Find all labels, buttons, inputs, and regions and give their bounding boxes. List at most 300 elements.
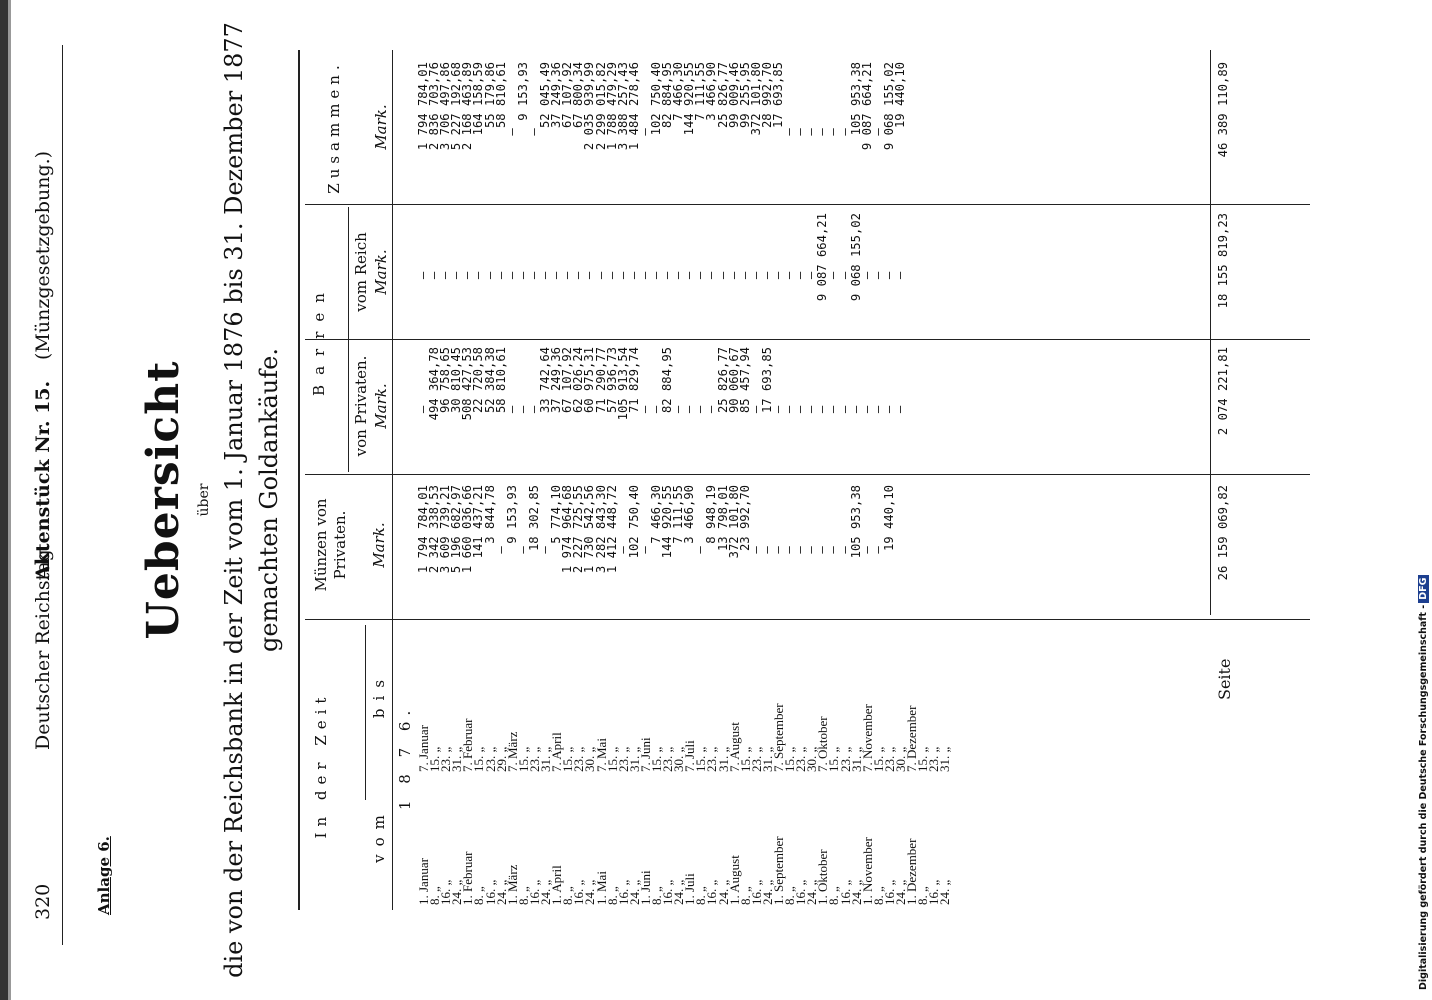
bars-private-cell: — bbox=[859, 405, 874, 414]
date-to-cell: 30. „ bbox=[671, 746, 687, 772]
coins-cell: 2 227 725,55 bbox=[571, 485, 586, 574]
coins-cell: — bbox=[804, 546, 819, 554]
coins-cell: — bbox=[515, 546, 530, 554]
date-from-cell: 16. „ bbox=[660, 879, 676, 905]
bars-reich-cell: — bbox=[660, 271, 675, 280]
table-head-rule bbox=[392, 50, 393, 910]
sum-rule bbox=[1210, 50, 1211, 615]
total-cell: — bbox=[637, 128, 652, 136]
date-from-cell: 24. „ bbox=[804, 879, 820, 905]
coins-cell: — bbox=[759, 546, 774, 554]
coins-cell: 8 948,19 bbox=[704, 485, 719, 544]
bars-reich-cell: — bbox=[471, 271, 486, 280]
annex-label: Anlage 6. bbox=[95, 836, 113, 915]
date-from-cell: 1. Juli bbox=[682, 873, 698, 905]
sum-bars-private: 2 074 221,81 bbox=[1216, 347, 1230, 436]
coins-cell: — bbox=[493, 546, 508, 554]
coins-column bbox=[418, 485, 906, 615]
bars-private-cell: — bbox=[416, 405, 430, 414]
date-to-cell: 15. „ bbox=[515, 746, 531, 772]
coins-cell: — bbox=[615, 546, 630, 554]
col-total: Zusammen. bbox=[325, 60, 343, 194]
date-from-cell: 1. Oktober bbox=[815, 849, 831, 905]
date-from-cell: 24. „ bbox=[848, 879, 864, 905]
coins-cell: — bbox=[859, 546, 874, 554]
date-to-cell: 7. November bbox=[859, 704, 875, 772]
col-period: In der Zeit bbox=[312, 691, 330, 839]
total-cell: — bbox=[526, 128, 541, 136]
total-cell: 2 299 015,82 bbox=[593, 62, 608, 151]
date-from-cell: 24. „ bbox=[759, 879, 775, 905]
bars-reich-cell: 9 068 155,02 bbox=[848, 213, 863, 302]
bars-private-cell: — bbox=[848, 405, 863, 414]
bars-private-cell: — bbox=[682, 405, 697, 414]
date-to-cell: 31. „ bbox=[449, 746, 465, 772]
coins-cell: 102 750,40 bbox=[626, 485, 641, 559]
dfg-logo: DFG bbox=[1418, 575, 1429, 603]
date-to-cell: 31. „ bbox=[626, 746, 642, 772]
date-to-cell: 30. „ bbox=[893, 746, 909, 772]
coins-cell: 2 342 338,53 bbox=[427, 485, 442, 574]
date-to-cell: 31. „ bbox=[759, 746, 775, 772]
total-cell: 17 693,85 bbox=[771, 62, 785, 129]
date-to-cell: 23. „ bbox=[571, 746, 587, 772]
date-to-cell: 23. „ bbox=[704, 746, 720, 772]
date-from-cell: 24. „ bbox=[937, 879, 953, 905]
total-cell: — bbox=[504, 128, 519, 136]
subtitle-line-1: die von der Reichsbank in der Zeit vom 1. Januar 1876 bis 31. Dezember 1877 bbox=[220, 22, 248, 978]
coins-cell: 1 412 448,72 bbox=[604, 485, 619, 574]
date-from-cell: 24. „ bbox=[449, 879, 465, 905]
date-from-cell: 1. Januar bbox=[416, 858, 431, 905]
bars-reich-cell: 9 087 664,21 bbox=[815, 213, 830, 302]
bars-reich-cell: — bbox=[427, 271, 442, 280]
total-cell: 3 706 497,86 bbox=[438, 62, 453, 151]
bars-reich-cell: — bbox=[438, 271, 453, 280]
coins-cell: — bbox=[538, 546, 553, 554]
coins-cell: — bbox=[637, 546, 652, 554]
coins-cell: 3 466,90 bbox=[682, 485, 697, 544]
total-cell: — bbox=[782, 128, 797, 136]
bars-reich-cell: — bbox=[759, 271, 774, 280]
date-to-cell: 30. „ bbox=[804, 746, 820, 772]
date-from-cell: 24. „ bbox=[715, 879, 731, 905]
date-to-cell: 7. Januar bbox=[416, 725, 431, 772]
date-from-cell: 16. „ bbox=[571, 879, 587, 905]
col-to: bis bbox=[370, 671, 388, 719]
date-to-cell: 7. Juni bbox=[637, 737, 653, 772]
totals-column bbox=[418, 62, 906, 202]
date-to-cell: 23. „ bbox=[526, 746, 542, 772]
coins-cell bbox=[895, 485, 906, 615]
bars-private-cell: — bbox=[526, 405, 541, 414]
header-right: (Münzgesetzgebung.) bbox=[32, 150, 54, 360]
total-cell: 164 158,59 bbox=[471, 62, 486, 136]
total-cell: 2 836 703,76 bbox=[427, 62, 442, 151]
bars-reich-cell: — bbox=[782, 271, 797, 280]
bars-private-cell: — bbox=[637, 405, 652, 414]
total-cell: 55 179,86 bbox=[482, 62, 497, 129]
date-from-cell: 8. „ bbox=[782, 886, 798, 905]
bars-reich-column bbox=[418, 213, 906, 338]
subtitle-line-2: gemachten Goldankäufe. bbox=[255, 348, 283, 652]
date-to-cell: 15. „ bbox=[693, 746, 709, 772]
bars-private-cell: — bbox=[826, 405, 841, 414]
bars-reich-cell: — bbox=[538, 271, 553, 280]
coins-cell: — bbox=[771, 546, 785, 554]
total-cell: 99 255,95 bbox=[737, 62, 752, 129]
bars-private-cell: 85 457,94 bbox=[737, 347, 752, 414]
total-cell: 52 045,49 bbox=[538, 62, 553, 129]
bars-private-cell: 37 249,36 bbox=[549, 347, 564, 414]
date-from-cell: 8. „ bbox=[870, 886, 886, 905]
header-rule bbox=[62, 45, 63, 945]
date-from-cell: 16. „ bbox=[748, 879, 764, 905]
header-center: Aktenstück Nr. 15. bbox=[32, 380, 54, 580]
total-cell: 3 466,90 bbox=[704, 62, 719, 121]
date-to-cell: 23. „ bbox=[660, 746, 676, 772]
bars-private-cell: — bbox=[804, 405, 819, 414]
total-cell: 9 068 155,02 bbox=[881, 62, 896, 151]
date-to-cell: 15. „ bbox=[648, 746, 664, 772]
date-to-cell: 15. „ bbox=[782, 746, 798, 772]
date-from-cell: 16. „ bbox=[837, 879, 853, 905]
date-from-cell: 8. „ bbox=[560, 886, 576, 905]
date-to-cell: 23. „ bbox=[793, 746, 809, 772]
bars-reich-cell: — bbox=[626, 271, 641, 280]
coins-cell: 7 111,55 bbox=[671, 485, 686, 544]
date-to-cell: 23. „ bbox=[748, 746, 764, 772]
total-cell: 102 750,40 bbox=[648, 62, 663, 136]
col-divider-1 bbox=[305, 619, 1310, 620]
credit-text: Digitalisierung gefördert durch die Deutsche Forschungsgemeinschaft - bbox=[1418, 604, 1429, 990]
bars-private-cell: 22 720,58 bbox=[471, 347, 486, 414]
date-from-cell: 8. „ bbox=[515, 886, 531, 905]
total-cell: 28 992,70 bbox=[759, 62, 774, 129]
date-to-cell: 15. „ bbox=[870, 746, 886, 772]
bars-private-cell: 57 936,73 bbox=[604, 347, 619, 414]
total-cell: — bbox=[804, 128, 819, 136]
date-to-cell: 7. Mai bbox=[593, 738, 609, 772]
bars-private-cell: 71 290,77 bbox=[593, 347, 608, 414]
date-from-cell: 16. „ bbox=[438, 879, 454, 905]
date-from-cell: 16. „ bbox=[526, 879, 542, 905]
coins-cell: — bbox=[826, 546, 841, 554]
date-to-cell: 15. „ bbox=[737, 746, 753, 772]
bars-reich-cell: — bbox=[526, 271, 541, 280]
coins-cell: 3 282 843,30 bbox=[593, 485, 608, 574]
bars-private-cell: 52 384,38 bbox=[482, 347, 497, 414]
bars-reich-cell: — bbox=[416, 271, 430, 280]
total-cell: 9 153,93 bbox=[515, 62, 530, 121]
bars-private-cell: 17 693,85 bbox=[759, 347, 774, 414]
col-divider-2 bbox=[305, 474, 1310, 475]
bars-reich-cell: — bbox=[893, 271, 908, 280]
coins-cell: 13 798,01 bbox=[715, 485, 730, 552]
bars-private-cell: 67 107,92 bbox=[560, 347, 575, 414]
dates-from-column bbox=[418, 785, 951, 905]
date-from-cell: 8. „ bbox=[471, 886, 487, 905]
date-to-cell: 7. April bbox=[549, 732, 565, 772]
date-to-cell: 30. „ bbox=[582, 746, 598, 772]
bars-private-cell: — bbox=[870, 405, 885, 414]
coins-cell: — bbox=[693, 546, 708, 554]
coins-cell: 1 660 036,66 bbox=[460, 485, 475, 574]
bars-reich-cell: — bbox=[648, 271, 663, 280]
bars-private-cell: 71 829,74 bbox=[626, 347, 641, 414]
bars-private-cell: — bbox=[671, 405, 686, 414]
bars-private-cell: 25 826,77 bbox=[715, 347, 730, 414]
total-cell: 1 794 784,01 bbox=[416, 62, 430, 151]
date-from-cell: 24. „ bbox=[893, 879, 909, 905]
coins-cell: 1 974 964,68 bbox=[560, 485, 575, 574]
bars-reich-cell: — bbox=[671, 271, 686, 280]
coins-cell: 23 992,70 bbox=[737, 485, 752, 552]
bars-reich-cell: — bbox=[460, 271, 475, 280]
date-from-cell: 24. „ bbox=[626, 879, 642, 905]
subtitle-uber: über bbox=[196, 483, 212, 517]
date-from-cell: 1. Februar bbox=[460, 851, 476, 905]
date-from-cell: 8. „ bbox=[915, 886, 931, 905]
date-to-cell: 29. „ bbox=[493, 746, 509, 772]
total-cell: — bbox=[870, 128, 885, 136]
coins-cell: — bbox=[748, 546, 763, 554]
bars-private-cell: — bbox=[504, 405, 519, 414]
date-from-cell: 8. „ bbox=[648, 886, 664, 905]
coins-cell: 5 774,10 bbox=[549, 485, 564, 544]
page-title: Uebersicht bbox=[138, 360, 189, 640]
bars-private-cell: — bbox=[648, 405, 663, 414]
bars-reich-cell: — bbox=[793, 271, 808, 280]
date-from-cell: 1. August bbox=[726, 855, 742, 905]
total-cell: 105 953,38 bbox=[848, 62, 863, 136]
total-cell: 82 884,95 bbox=[660, 62, 675, 129]
date-from-cell: 8. „ bbox=[427, 886, 443, 905]
total-cell: 1 788 479,29 bbox=[604, 62, 619, 151]
coins-cell: 18 302,85 bbox=[526, 485, 541, 552]
total-cell: 7 466,30 bbox=[671, 62, 686, 121]
date-from-cell: 1. Dezember bbox=[904, 838, 920, 905]
total-cell: 2 168 463,89 bbox=[460, 62, 475, 151]
total-cell: — bbox=[793, 128, 808, 136]
col-bars-reich-unit: Mark. bbox=[372, 249, 390, 295]
date-to-cell: 23. „ bbox=[482, 746, 498, 772]
bars-reich-cell: — bbox=[582, 271, 597, 280]
total-cell: 3 388 257,43 bbox=[615, 62, 630, 151]
col-bars-private-unit: Mark. bbox=[372, 383, 390, 429]
bars-reich-cell: — bbox=[515, 271, 530, 280]
bars-private-cell: 508 427,53 bbox=[460, 347, 475, 421]
coins-cell: 105 953,38 bbox=[848, 485, 863, 559]
coins-cell: — bbox=[782, 546, 797, 554]
date-from-cell: 16. „ bbox=[704, 879, 720, 905]
date-to-cell: 23. „ bbox=[926, 746, 942, 772]
date-to-cell: 23. „ bbox=[881, 746, 897, 772]
coins-cell: 3 609 739,21 bbox=[438, 485, 453, 574]
date-to-cell: 31. „ bbox=[715, 746, 731, 772]
date-from-cell: 1. April bbox=[549, 865, 565, 905]
date-from-cell: 16. „ bbox=[793, 879, 809, 905]
date-from-cell: 8. „ bbox=[693, 886, 709, 905]
bars-reich-cell: — bbox=[859, 271, 874, 280]
bars-reich-cell: — bbox=[726, 271, 741, 280]
total-cell: — bbox=[837, 128, 852, 136]
date-to-cell: 31. „ bbox=[538, 746, 554, 772]
col-divider-4 bbox=[305, 204, 1310, 205]
bars-private-cell: 494 364,78 bbox=[427, 347, 442, 421]
date-to-cell: 23. „ bbox=[615, 746, 631, 772]
bars-private-cell: — bbox=[704, 405, 719, 414]
coins-cell: — bbox=[793, 546, 808, 554]
bars-reich-cell: — bbox=[804, 271, 819, 280]
bars-private-cell: — bbox=[893, 405, 908, 414]
coins-cell: 372 101,80 bbox=[726, 485, 741, 559]
bars-reich-cell: — bbox=[771, 271, 785, 280]
date-to-cell: 7. Februar bbox=[460, 718, 476, 772]
table-top-rule bbox=[298, 50, 300, 910]
total-cell: 37 249,36 bbox=[549, 62, 564, 129]
date-from-cell: 8. „ bbox=[737, 886, 753, 905]
header-left: Deutscher Reichstag. bbox=[32, 543, 54, 750]
coins-cell: 3 844,78 bbox=[482, 485, 497, 544]
date-from-cell: 24. „ bbox=[538, 879, 554, 905]
date-to-cell: 7. August bbox=[726, 722, 742, 772]
date-to-cell: 31. „ bbox=[848, 746, 864, 772]
bars-reich-cell: — bbox=[826, 271, 841, 280]
coins-cell: — bbox=[837, 546, 852, 554]
bars-reich-cell: — bbox=[737, 271, 752, 280]
digitization-credit bbox=[1418, 10, 1432, 990]
bars-reich-cell: — bbox=[615, 271, 630, 280]
date-from-cell: 1. März bbox=[504, 864, 520, 905]
date-to-cell: 7. März bbox=[504, 731, 520, 772]
bars-reich-cell: — bbox=[693, 271, 708, 280]
date-to-cell: 15. „ bbox=[604, 746, 620, 772]
bars-reich-cell: — bbox=[637, 271, 652, 280]
bars-reich-cell: — bbox=[715, 271, 730, 280]
coins-cell: — bbox=[870, 546, 885, 554]
bars-private-cell: 58 810,61 bbox=[493, 347, 508, 414]
bars-reich-cell: — bbox=[504, 271, 519, 280]
coins-cell: 1 794 784,01 bbox=[416, 485, 430, 574]
col-from: vom bbox=[370, 807, 388, 863]
coins-cell: 5 196 682,97 bbox=[449, 485, 464, 574]
bars-private-cell: — bbox=[837, 405, 852, 414]
bars-private-cell: 82 884,95 bbox=[660, 347, 675, 414]
bars-reich-cell: — bbox=[560, 271, 575, 280]
total-cell: 58 810,61 bbox=[493, 62, 508, 129]
coins-cell: 144 920,55 bbox=[660, 485, 675, 559]
col-bars: Barren bbox=[310, 283, 328, 396]
bars-reich-cell: — bbox=[837, 271, 852, 280]
date-from-cell: 16. „ bbox=[482, 879, 498, 905]
date-to-cell: 15. „ bbox=[915, 746, 931, 772]
coins-cell: 1 730 542,56 bbox=[582, 485, 597, 574]
date-from-cell: 16. „ bbox=[881, 879, 897, 905]
total-cell: 144 920,55 bbox=[682, 62, 697, 136]
bars-sub-rule bbox=[348, 207, 349, 472]
page-number: 320 bbox=[32, 883, 54, 920]
col-bars-reich: vom Reich bbox=[352, 232, 370, 312]
date-from-cell: 1. November bbox=[859, 837, 875, 905]
coins-cell: 141 437,21 bbox=[471, 485, 486, 559]
bars-private-cell: 105 913,54 bbox=[615, 347, 630, 421]
bars-reich-cell: — bbox=[881, 271, 896, 280]
date-to-cell: 7. Oktober bbox=[815, 716, 831, 772]
bars-private-cell: 62 026,24 bbox=[571, 347, 586, 414]
bars-private-cell: — bbox=[793, 405, 808, 414]
bars-reich-cell: — bbox=[571, 271, 586, 280]
bars-private-column bbox=[418, 347, 906, 472]
bars-private-cell: 90 060,67 bbox=[726, 347, 741, 414]
date-from-cell: 16. „ bbox=[926, 879, 942, 905]
period-sub-rule bbox=[365, 625, 366, 800]
bars-private-cell: — bbox=[881, 405, 896, 414]
coins-cell: — bbox=[815, 546, 830, 554]
bars-private-cell: — bbox=[748, 405, 763, 414]
col-divider-3 bbox=[305, 339, 1310, 340]
bars-reich-cell: — bbox=[704, 271, 719, 280]
total-cell: — bbox=[815, 128, 830, 136]
sum-total: 46 389 110,89 bbox=[1216, 62, 1230, 158]
total-cell: 25 826,77 bbox=[715, 62, 730, 129]
date-to-cell: 23. „ bbox=[837, 746, 853, 772]
total-cell: 99 009,46 bbox=[726, 62, 741, 129]
total-cell: 2 035 939,99 bbox=[582, 62, 597, 151]
bars-reich-cell: — bbox=[482, 271, 497, 280]
total-cell: 9 087 664,21 bbox=[859, 62, 874, 151]
bars-private-cell: — bbox=[815, 405, 830, 414]
date-to-cell: 15. „ bbox=[560, 746, 576, 772]
total-cell: 1 484 278,46 bbox=[626, 62, 641, 151]
date-from-cell: 8. „ bbox=[604, 886, 620, 905]
bars-reich-cell: — bbox=[748, 271, 763, 280]
sum-label: Seite bbox=[1215, 658, 1234, 700]
col-total-unit: Mark. bbox=[372, 104, 390, 150]
dates-to-column bbox=[418, 632, 951, 772]
coins-cell: 9 153,93 bbox=[504, 485, 519, 544]
bars-reich-cell: — bbox=[870, 271, 885, 280]
bars-reich-cell: — bbox=[593, 271, 608, 280]
bars-private-cell: 96 758,65 bbox=[438, 347, 453, 414]
col-coins: Münzen von Privaten. bbox=[312, 498, 349, 592]
sum-coins: 26 159 069,82 bbox=[1216, 485, 1230, 581]
bars-reich-cell: — bbox=[549, 271, 564, 280]
total-cell: 19 440,10 bbox=[893, 62, 908, 129]
bars-reich-cell: — bbox=[449, 271, 464, 280]
date-to-cell: 15. „ bbox=[427, 746, 443, 772]
total-cell: 5 227 192,68 bbox=[449, 62, 464, 151]
date-from-cell: 24. „ bbox=[493, 879, 509, 905]
coins-cell: 7 466,30 bbox=[648, 485, 663, 544]
bars-private-cell: — bbox=[515, 405, 530, 414]
sum-bars-reich: 18 155 819,23 bbox=[1216, 213, 1230, 309]
bars-reich-cell: — bbox=[493, 271, 508, 280]
total-cell: 67 107,92 bbox=[560, 62, 575, 129]
col-coins-unit: Mark. bbox=[370, 522, 388, 568]
bars-private-cell: — bbox=[771, 405, 785, 414]
date-to-cell: 15. „ bbox=[471, 746, 487, 772]
col-bars-private: von Privaten. bbox=[352, 355, 370, 457]
date-to-cell: 7. Juli bbox=[682, 740, 698, 772]
bars-reich-cell: — bbox=[604, 271, 619, 280]
total-cell: — bbox=[826, 128, 841, 136]
date-from-cell: 16. „ bbox=[615, 879, 631, 905]
date-from-cell: 1. Mai bbox=[593, 871, 609, 905]
bars-private-cell: — bbox=[782, 405, 797, 414]
date-to-cell: 31. „ bbox=[937, 746, 953, 772]
total-cell: 7 111,55 bbox=[693, 62, 708, 121]
